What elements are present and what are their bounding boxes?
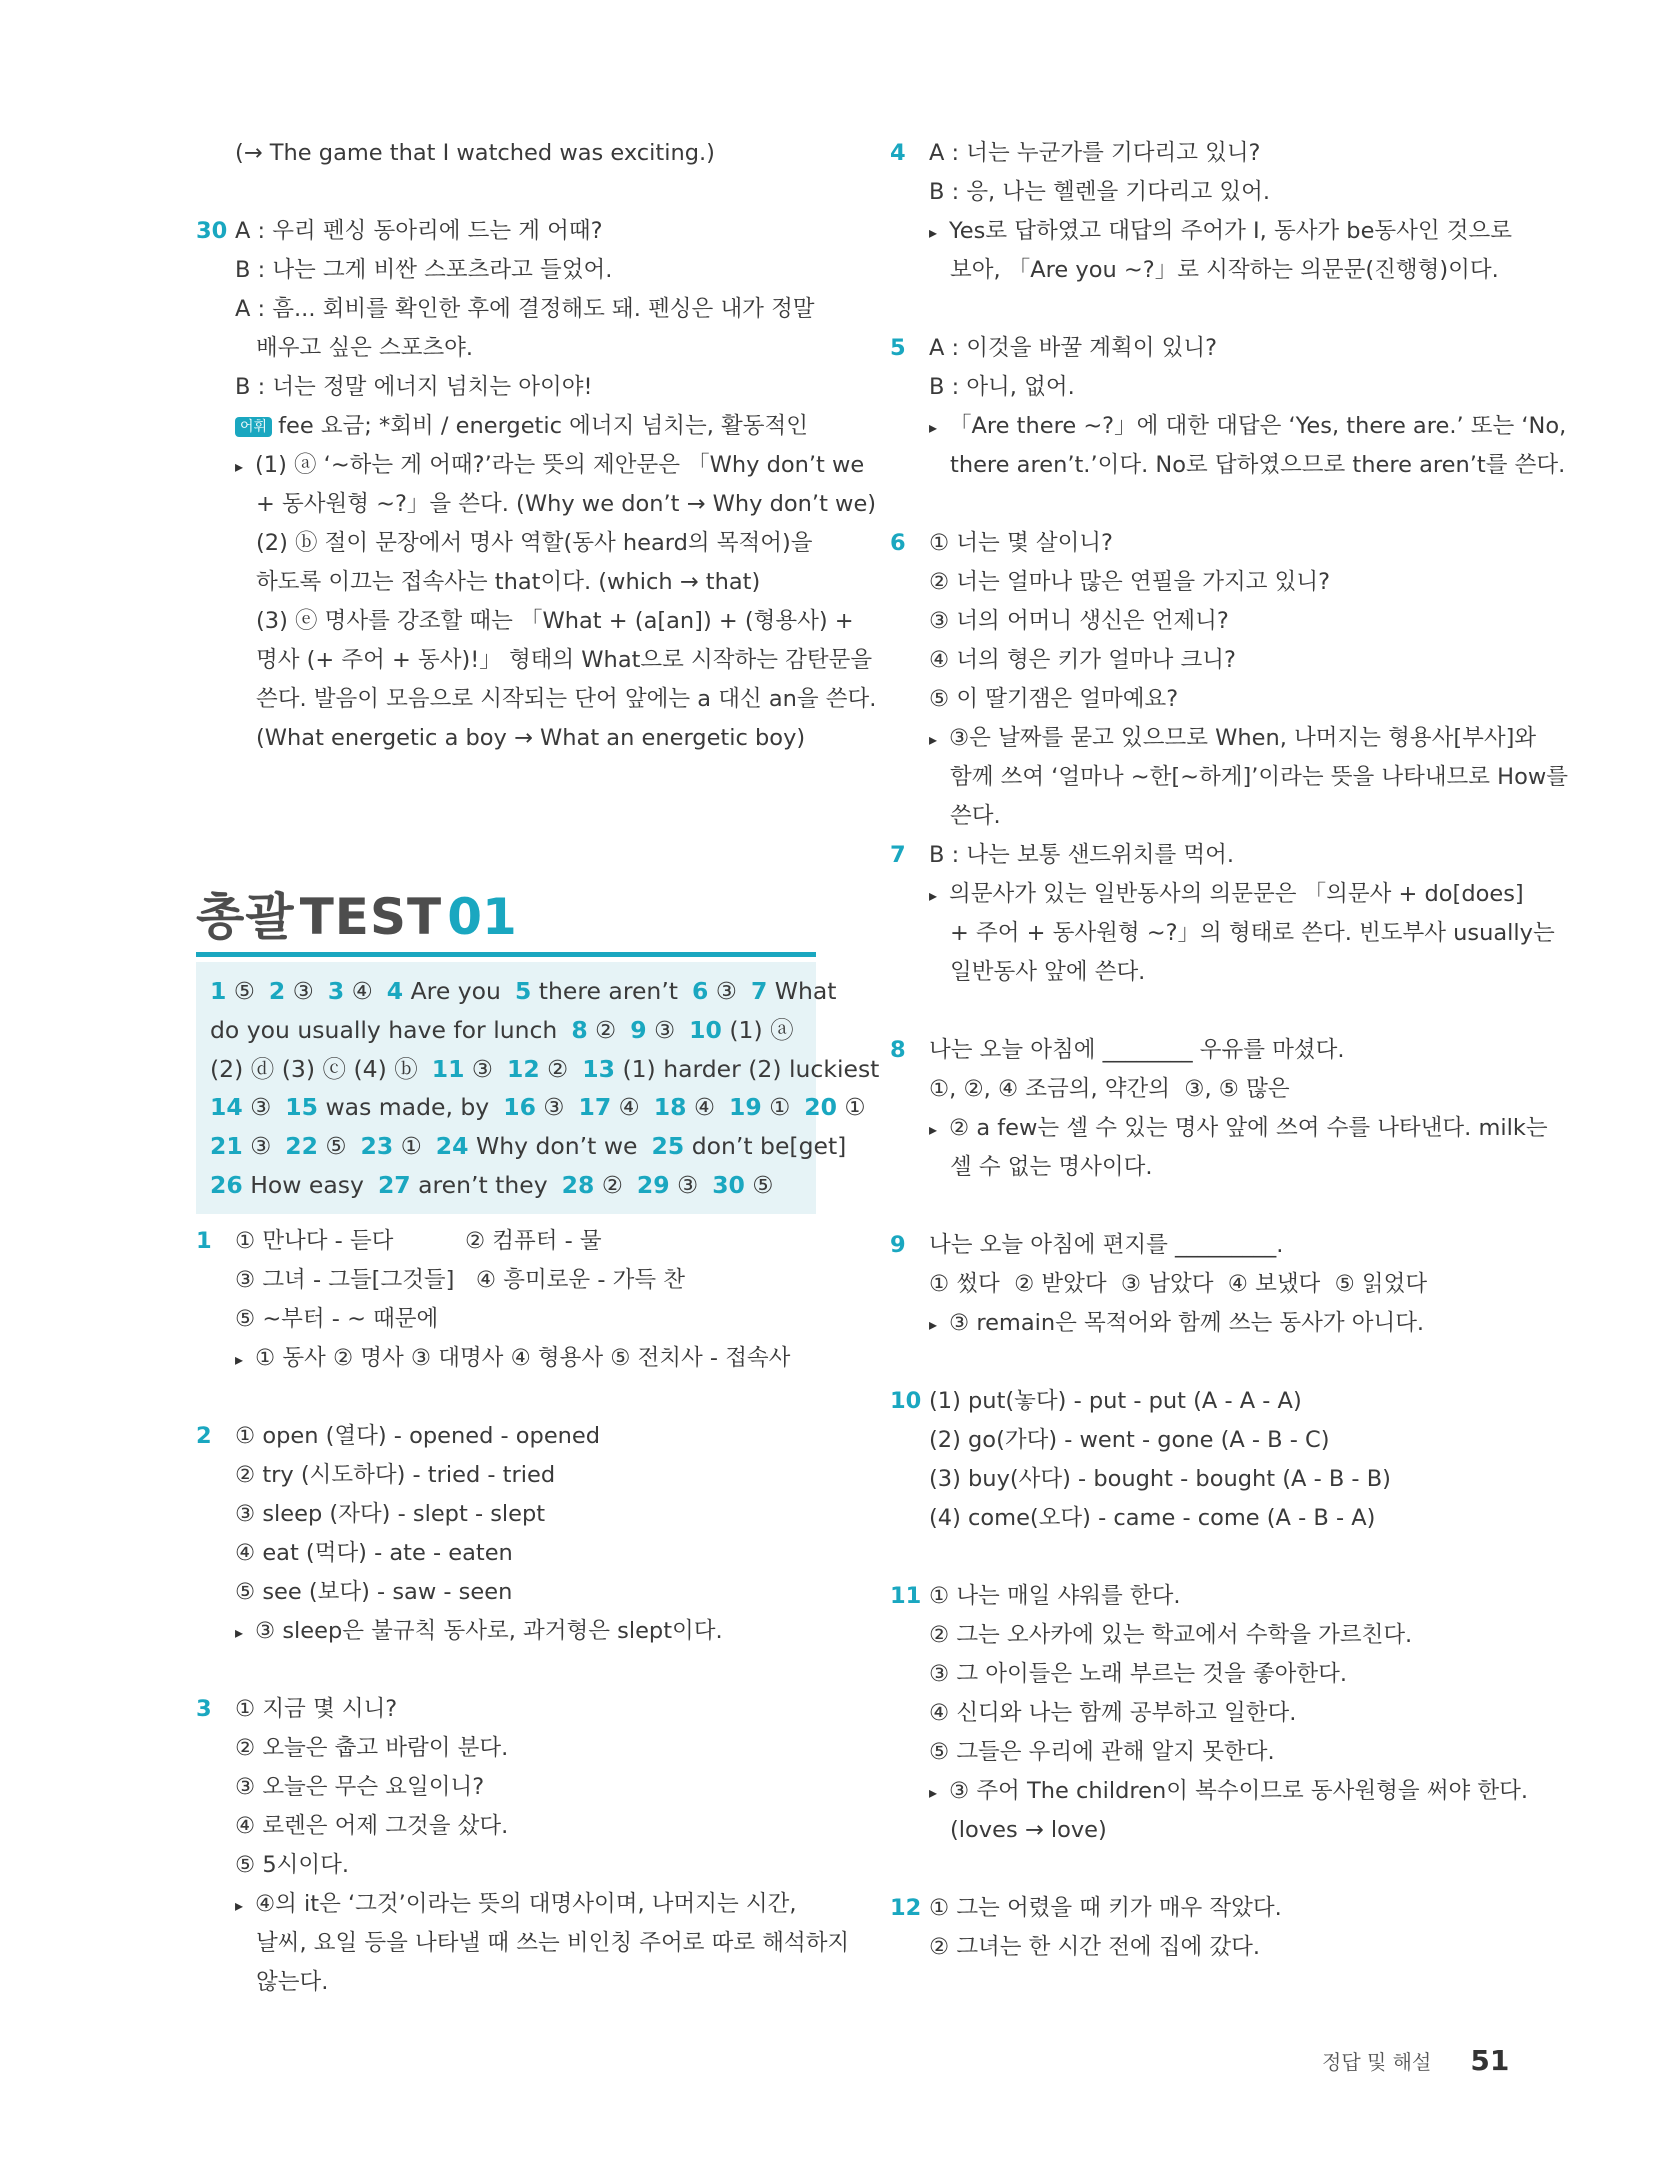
answer-value: ⑤ (325, 1132, 347, 1161)
option-line: ② 그녀는 한 시간 전에 집에 갔다. (929, 1934, 1261, 1960)
question-number: 6 (890, 530, 906, 556)
explanation-line: there aren’t.’이다. No로 답하였으므로 there aren’t를 쓴다. (950, 452, 1566, 478)
answer-item (285, 1093, 489, 1121)
answer-number: 27 (377, 1170, 411, 1199)
question-3 (196, 1690, 850, 2002)
dialogue-line: A : 흠... 회비를 확인한 후에 결정해도 돼. 펜싱은 내가 정말 (235, 296, 815, 322)
explanation-line: ▸ ④의 it은 ‘그것’이라는 뜻의 대명사이며, 나머지는 시간, (196, 1885, 816, 1924)
answer-number: 11 (431, 1054, 465, 1083)
answer-item (751, 977, 837, 1005)
answer-item (210, 1132, 271, 1160)
answer-item (562, 1171, 623, 1199)
option-line: ① 썼다 ② 받았다 ③ 남았다 ④ 보냈다 ⑤ 읽었다 (929, 1271, 1428, 1297)
question-number: 3 (196, 1696, 212, 1722)
option-line: ⑤ see (보다) - saw - seen (235, 1579, 513, 1605)
question-number: 10 (890, 1388, 922, 1414)
answer-item (328, 977, 373, 1005)
answer-number: 28 (561, 1170, 595, 1199)
explanation-line: 쓴다. (950, 803, 1001, 829)
question-11: 11 ① 나는 매일 샤워를 한다. ② 그는 오사카에 있는 학교에서 수학을 가르친다. ③ 그 아이들은 노래 부르는 것을 좋아한다. ④ 신디와 나는 함께 공부하고 일한다. ⑤ 그들은 우리에 관해 알지 못한다. ▸ ③ 주어 The children이 복수이므로 동사원형을 써야 한다. (loves → love) (890, 1577, 1510, 1850)
answer-value: ③ (543, 1093, 565, 1122)
option-line: ② 너는 얼마나 많은 연필을 가지고 있니? (929, 569, 1331, 595)
answer-value: ② (595, 1015, 617, 1044)
explanation-line: 않는다. (256, 1969, 329, 1995)
answer-value: ① (844, 1093, 866, 1122)
answer-number: 7 (750, 977, 768, 1005)
answer-value: ③ (292, 977, 314, 1005)
answer-key-line (210, 1088, 866, 1127)
option-line: ①, ②, ④ 조금의, 약간의 ③, ⑤ 많은 (929, 1076, 1290, 1102)
triangle-bullet-icon: ▸ (929, 223, 938, 242)
answer-number: 12 (506, 1054, 540, 1083)
answer-value: aren’t they (418, 1170, 548, 1199)
dialogue-line: B : 나는 그게 비싼 스포츠라고 들었어. (235, 257, 613, 283)
answer-value: Why don’t we (475, 1132, 638, 1161)
option-line: (2) go(가다) - went - gone (A - B - C) (929, 1427, 1330, 1453)
answer-item (503, 1093, 564, 1121)
answer-value: (2) ⓓ (3) ⓒ (4) ⓑ (210, 1054, 418, 1083)
question-1 (196, 1222, 816, 1378)
answer-item (210, 1093, 271, 1121)
answer-value: (1) harder (2) luckiest (622, 1054, 880, 1083)
option-line: ⑤ 이 딸기잼은 얼마예요? (929, 686, 1179, 712)
explanation-line: ▸ (1) ⓐ ‘~하는 게 어때?’라는 뜻의 제안문은 「Why don’t we (196, 446, 816, 485)
answer-value: ① (400, 1132, 422, 1161)
answer-number: 10 (689, 1015, 722, 1044)
answer-key-line (210, 1011, 802, 1050)
answer-number: 21 (210, 1132, 243, 1161)
answer-number: 2 (268, 977, 286, 1005)
answer-value: ④ (351, 977, 373, 1005)
question-4: 4 A : 너는 누군가를 기다리고 있니? B : 응, 나는 헬렌을 기다리고 있어. ▸ Yes로 답하였고 대답의 주어가 I, 동사가 be동사인 것으로 보아, 「Are you ~?」로 시작하는 의문문(진행형)이다. (890, 134, 1510, 290)
answer-item (654, 1093, 715, 1121)
answer-item (515, 977, 678, 1005)
answer-value: (1) ⓐ (729, 1015, 794, 1044)
explanation-line: (loves → love) (950, 1817, 1107, 1843)
answer-value: ④ (618, 1093, 640, 1122)
explanation-line: + 동사원형 ~?」을 쓴다. (Why we don’t → Why don’t we) (256, 491, 877, 517)
heading-korean: 총괄 (196, 888, 295, 946)
answer-item (630, 1016, 675, 1044)
answer-key-line (210, 1166, 802, 1205)
option-line: ③ 그녀 - 그들[그것들] ④ 흥미로운 - 가득 찬 (235, 1267, 685, 1293)
explanation-line: ▸ ① 동사 ② 명사 ③ 대명사 ④ 형용사 ⑤ 전치사 - 접속사 (196, 1339, 816, 1378)
answer-key-line (210, 1127, 847, 1166)
heading-number: 01 (447, 888, 517, 946)
answer-item (269, 977, 314, 1005)
answer-number: 14 (210, 1093, 243, 1122)
answer-item (804, 1093, 865, 1121)
question-8: 8 나는 오늘 아침에 ________ 우유를 마셨다. ①, ②, ④ 조금의, 약간의 ③, ⑤ 많은 ▸ ② a few는 셀 수 있는 명사 앞에 쓰여 수를 나타낸다. milk는 셀 수 없는 명사이다. (890, 1031, 1510, 1187)
answer-number: 13 (582, 1054, 615, 1083)
answer-value: ⑤ (233, 977, 255, 1005)
page-footer (1322, 2044, 1509, 2084)
question-number: 5 (890, 335, 906, 361)
answer-number: 5 (514, 977, 532, 1005)
option-line: ④ 로렌은 어제 그것을 샀다. (235, 1813, 509, 1839)
triangle-bullet-icon: ▸ (929, 1315, 938, 1334)
answer-number: 8 (571, 1015, 588, 1044)
answer-item (361, 1132, 422, 1160)
question-5: 5 A : 이것을 바꿀 계획이 있니? B : 아니, 없어. ▸ 「Are there ~?」에 대한 대답은 ‘Yes, there are.’ 또는 ‘No, there aren’t.’이다. No로 답하였으므로 there aren’t를 쓴다. (890, 329, 1510, 485)
option-line: ② try (시도하다) - tried - tried (235, 1462, 556, 1488)
explanation-line: 함께 쓰여 ‘얼마나 ~한[~하게]’이라는 뜻을 나타내므로 How를 (950, 764, 1569, 790)
answer-number: 15 (285, 1093, 318, 1122)
explanation-line: ▸ 「Are there ~?」에 대한 대답은 ‘Yes, there are.’ 또는 ‘No, (890, 407, 1510, 446)
answer-number: 6 (692, 977, 709, 1005)
question-number: 8 (890, 1037, 906, 1063)
question-10: 10 (1) put(놓다) - put - put (A - A - A) (2) go(가다) - went - gone (A - B - C) (3) buy(사다) - bought - bought (A - B - B) (4) come(오다) - came - come (A - B - A) (890, 1382, 1510, 1538)
answer-item (692, 977, 737, 1005)
explanation-line: ▸ 의문사가 있는 일반동사의 의문문은 「의문사 + do[does] (890, 875, 1510, 914)
dialogue-line: B : 너는 정말 에너지 넘치는 아이야! (235, 374, 593, 400)
option-line: ② 그는 오사카에 있는 학교에서 수학을 가르친다. (929, 1622, 1413, 1648)
answer-number: 18 (653, 1093, 687, 1122)
question-number: 11 (890, 1583, 922, 1609)
answer-number: 4 (386, 977, 404, 1005)
answer-item (507, 1055, 568, 1083)
answer-number: 19 (729, 1093, 762, 1122)
question-12: 12 ① 그는 어렸을 때 키가 매우 작았다. ② 그녀는 한 시간 전에 집에 갔다. (890, 1889, 1510, 1967)
triangle-bullet-icon: ▸ (929, 1120, 938, 1139)
question-6: 6 ① 너는 몇 살이니? ② 너는 얼마나 많은 연필을 가지고 있니? ③ 너의 어머니 생신은 언제니? ④ 너의 형은 키가 얼마나 크니? ⑤ 이 딸기잼은 얼마예요? ▸ ③은 날짜를 묻고 있으므로 When, 나머지는 형용사[부사]와 함께 쓰여 ‘얼마나 ~한[~하게]’이라는 뜻을 나타내므로 How를 쓴다. (890, 524, 1510, 836)
triangle-bullet-icon: ▸ (235, 1896, 244, 1915)
test-heading (196, 877, 816, 957)
triangle-bullet-icon: ▸ (929, 418, 938, 437)
answer-item (578, 1093, 639, 1121)
option-line: ① open (열다) - opened - opened (235, 1423, 601, 1449)
answer-key-box (196, 962, 880, 1214)
answer-value: How easy (250, 1170, 364, 1199)
answer-item (689, 1016, 793, 1044)
question-number: 4 (890, 140, 906, 166)
option-line: ④ 신디와 나는 함께 공부하고 일한다. (929, 1700, 1297, 1726)
question-30 (196, 212, 877, 758)
answer-number: 30 (712, 1170, 745, 1199)
option-line: (4) come(오다) - came - come (A - B - A) (929, 1505, 1376, 1531)
answer-value: ① (769, 1093, 791, 1122)
answer-number: 16 (503, 1093, 536, 1122)
explanation-line: ▸ ③ remain은 목적어와 함께 쓰는 동사가 아니다. (890, 1304, 1510, 1343)
option-line: ③ 그 아이들은 노래 부르는 것을 좋아한다. (929, 1661, 1347, 1687)
answer-value: ③ (677, 1170, 699, 1199)
explanation-line: 보아, 「Are you ~?」로 시작하는 의문문(진행형)이다. (950, 257, 1499, 283)
question-number: 12 (890, 1895, 922, 1921)
answer-value: ③ (250, 1093, 272, 1122)
answer-number: 20 (804, 1093, 837, 1122)
dialogue-line: A : 우리 펜싱 동아리에 드는 게 어때? (235, 218, 603, 244)
left-column-lower (196, 1222, 850, 2002)
vocab-line: 어휘 fee 요금; *회비 / energetic 에너지 넘치는, 활동적인 (196, 407, 816, 446)
question-number: 1 (196, 1228, 212, 1254)
answer-key-line (210, 1050, 880, 1089)
option-line: ① 지금 몇 시니? (235, 1696, 398, 1722)
triangle-bullet-icon: ▸ (235, 457, 244, 476)
answer-number: 25 (651, 1132, 685, 1161)
answer-item (652, 1132, 847, 1160)
vocab-tag: 어휘 (235, 417, 272, 437)
answer-item (378, 1171, 548, 1199)
answer-item (712, 1171, 773, 1199)
answer-item (210, 1016, 557, 1044)
question-number: 30 (196, 218, 228, 244)
carry-over-line: (→ The game that I watched was exciting.) (235, 140, 715, 166)
question-7: 7 B : 나는 보통 샌드위치를 먹어. ▸ 의문사가 있는 일반동사의 의문문은 「의문사 + do[does] + 주어 + 동사원형 ~?」의 형태로 쓴다. 빈도부사 usually는 일반동사 앞에 쓴다. (890, 836, 1510, 992)
explanation-line: (What energetic a boy → What an energetic boy) (256, 725, 806, 751)
left-column (196, 134, 877, 758)
question-2 (196, 1417, 816, 1651)
question-number: 9 (890, 1232, 906, 1258)
answer-number: 23 (360, 1132, 394, 1161)
explanation-line: (3) ⓔ 명사를 강조할 때는 「What + (a[an]) + (형용사) + (256, 608, 854, 634)
answer-number: 29 (636, 1170, 670, 1199)
answer-value: ② (547, 1054, 569, 1083)
question-9: 9 나는 오늘 아침에 편지를 _________. ① 썼다 ② 받았다 ③ 남았다 ④ 보냈다 ⑤ 읽었다 ▸ ③ remain은 목적어와 함께 쓰는 동사가 아니다. (890, 1226, 1510, 1343)
answer-item (285, 1132, 346, 1160)
dialogue-line: B : 응, 나는 헬렌을 기다리고 있어. (929, 179, 1271, 205)
option-line: ① 만나다 - 듣다 ② 컴퓨터 - 물 (235, 1228, 602, 1254)
triangle-bullet-icon: ▸ (929, 730, 938, 749)
option-line: ⑤ ~부터 - ~ 때문에 (235, 1306, 439, 1332)
answer-value: ③ (654, 1015, 676, 1044)
answer-key-line (210, 972, 837, 1011)
option-line: ③ 너의 어머니 생신은 언제니? (929, 608, 1229, 634)
answer-value: ④ (693, 1093, 716, 1122)
answer-item (210, 977, 255, 1005)
answer-number: 9 (630, 1015, 647, 1044)
answer-value: ③ (715, 977, 737, 1005)
answer-value: ③ (471, 1054, 493, 1083)
answer-value: was made, by (325, 1093, 490, 1122)
answer-item (387, 977, 501, 1005)
answer-item (571, 1016, 616, 1044)
option-line: ⑤ 5시이다. (235, 1852, 349, 1878)
answer-number: 22 (285, 1132, 318, 1161)
explanation-line: 명사 (+ 주어 + 동사)!」 형태의 What으로 시작하는 감탄문을 (256, 647, 873, 673)
explanation-line: 하도록 이끄는 접속사는 that이다. (which → that) (256, 569, 761, 595)
option-line: ③ 오늘은 무슨 요일이니? (235, 1774, 485, 1800)
answer-number: 17 (578, 1093, 612, 1122)
explanation-line: ▸ ③ 주어 The children이 복수이므로 동사원형을 써야 한다. (890, 1772, 1510, 1811)
answer-value: ② (601, 1170, 623, 1199)
answer-value: don’t be[get] (691, 1132, 847, 1161)
answer-value: What (774, 977, 837, 1005)
explanation-line: + 주어 + 동사원형 ~?」의 형태로 쓴다. 빈도부사 usually는 (950, 920, 1555, 946)
answer-value: do you usually have for lunch (210, 1015, 558, 1044)
footer-label: 정답 및 해설 (1322, 2050, 1432, 2074)
explanation-line: 쓴다. 발음이 모음으로 시작되는 단어 앞에는 a 대신 an을 쓴다. (256, 686, 877, 712)
explanation-line: ▸ ③은 날짜를 묻고 있으므로 When, 나머지는 형용사[부사]와 (890, 719, 1510, 758)
question-number: 7 (890, 842, 906, 868)
explanation-line: ▸ Yes로 답하였고 대답의 주어가 I, 동사가 be동사인 것으로 (890, 212, 1510, 251)
question-number: 2 (196, 1423, 212, 1449)
answer-item (210, 1171, 364, 1199)
option-line: ④ 너의 형은 키가 얼마나 크니? (929, 647, 1236, 673)
answer-number: 26 (210, 1170, 243, 1199)
answer-value: Are you (410, 977, 501, 1005)
heading-label: TEST (299, 888, 443, 946)
triangle-bullet-icon: ▸ (929, 1783, 938, 1802)
explanation-line: 날씨, 요일 등을 나타낼 때 쓰는 비인칭 주어로 따로 해석하지 (256, 1930, 850, 1956)
answer-item (637, 1171, 698, 1199)
explanation-line: (2) ⓑ 절이 문장에서 명사 역할(동사 heard의 목적어)을 (256, 530, 813, 556)
answer-value: there aren’t (538, 977, 679, 1005)
explanation-line: ▸ ② a few는 셀 수 있는 명사 앞에 쓰여 수를 나타낸다. milk는 (890, 1109, 1510, 1148)
dialogue-line: B : 아니, 없어. (929, 374, 1075, 400)
option-line: ④ eat (먹다) - ate - eaten (235, 1540, 513, 1566)
dialogue-line: 배우고 싶은 스포츠야. (256, 335, 474, 361)
answer-item (432, 1055, 493, 1083)
answer-value: ⑤ (752, 1170, 774, 1199)
option-line: ⑤ 그들은 우리에 관해 알지 못한다. (929, 1739, 1275, 1765)
option-line: ③ sleep (자다) - slept - slept (235, 1501, 546, 1527)
answer-number: 1 (210, 977, 227, 1005)
answer-number: 3 (327, 977, 345, 1005)
option-line: (3) buy(사다) - bought - bought (A - B - B) (929, 1466, 1391, 1492)
answer-item (210, 1055, 418, 1083)
answer-value: ③ (250, 1132, 272, 1161)
explanation-line: 일반동사 앞에 쓴다. (950, 959, 1146, 985)
answer-item (729, 1093, 790, 1121)
explanation-line: 셀 수 없는 명사이다. (950, 1154, 1153, 1180)
triangle-bullet-icon: ▸ (235, 1350, 244, 1369)
answer-item (582, 1055, 879, 1083)
right-column (890, 134, 1569, 1967)
answer-number: 24 (435, 1132, 469, 1161)
page-number: 51 (1470, 2044, 1510, 2077)
answer-item (436, 1132, 638, 1160)
triangle-bullet-icon: ▸ (235, 1623, 244, 1642)
triangle-bullet-icon: ▸ (929, 886, 938, 905)
explanation-line: ▸ ③ sleep은 불규칙 동사로, 과거형은 slept이다. (196, 1612, 816, 1651)
option-line: ② 오늘은 춥고 바람이 분다. (235, 1735, 509, 1761)
